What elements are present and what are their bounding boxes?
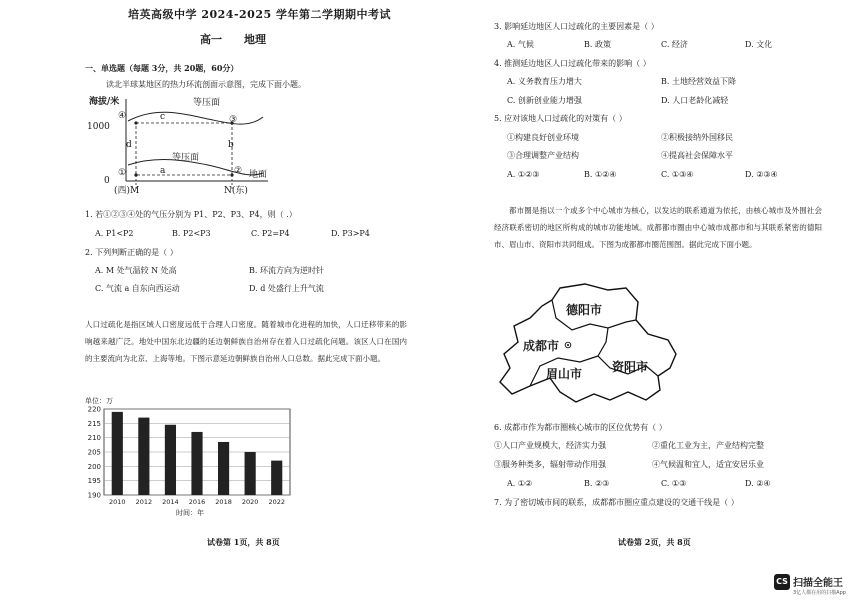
q5-choice-3: ③合理调整产业结构	[507, 151, 579, 160]
passage-depopulation: 人口过疏化是指区域人口密度远低于合理人口密度。随着城市化进程的加快，人口迁移带来的影响越来越广泛。地处中国东北边疆的延边朝鲜族自治州存在着人口过疏化问题。该区人口在国内的主要流向为北京、上海等地。下图示意延边朝鲜族自治州人口总数。据此完成下面小题。	[85, 320, 407, 363]
q5-option-a[interactable]: A. ①②③	[507, 170, 540, 179]
q6-choice-1: ①人口产业规模大，经济实力强	[494, 441, 606, 450]
bottom-isobar-label: 等压面	[172, 153, 200, 163]
q6-choice-2: ②重化工业为主，产业结构完整	[652, 441, 764, 450]
point-3-label: ③	[229, 115, 238, 125]
bar-2016	[191, 432, 202, 495]
y-tick-label: 220	[87, 405, 101, 414]
q7-stem: 7. 为了密切城市间的联系，成都都市圈应重点建设的交通干线是（ ）	[494, 498, 739, 507]
bar-2018	[218, 442, 229, 495]
x-tick-label: 2016	[188, 498, 206, 506]
map-label-deyang: 德阳市	[566, 303, 603, 317]
camscanner-tagline: 3亿人都在用的扫描App	[793, 590, 846, 596]
x-tick-label: 2018	[215, 498, 232, 506]
q2-option-b[interactable]: B. 环流方向为逆时针	[249, 266, 324, 275]
q5-choice-4: ④提高社会保障水平	[661, 151, 733, 160]
footer-page-2: 试卷第 2页，共 8页	[618, 537, 691, 547]
chart-xlabel: 时间：年	[176, 509, 204, 517]
x-tick-label: 2010	[109, 498, 126, 506]
y-tick-label: 195	[87, 477, 101, 486]
diagram-y0: 0	[104, 176, 110, 186]
q2-option-d[interactable]: D. d 处盛行上升气流	[249, 284, 324, 293]
passage-metro-area: 都市圈是指以一个或多个中心城市为核心，以发达的联系通道为依托，由核心城市及外围社会经济联系密切的地区所构成的城市功能地域。成都都市圈由中心城市成都市和与其联系紧密的德阳市、眉山市、资阳市共同组成。下图为成都都市圈范围图。据此完成下面小题。	[494, 206, 822, 249]
x-tick-label: 2012	[135, 498, 153, 506]
point-4-dot	[134, 121, 137, 124]
diagram-y1000: 1000	[87, 122, 110, 132]
q3-option-a[interactable]: A. 气候	[507, 40, 534, 49]
q4-option-a[interactable]: A. 义务教育压力增大	[507, 77, 582, 86]
point-4-label: ④	[118, 111, 127, 121]
bar-2014	[165, 425, 176, 495]
q6-choice-4: ④气候温和宜人，适宜安居乐业	[652, 460, 764, 469]
footer-page-1: 试卷第 1页，共 8页	[207, 537, 280, 547]
west-m-label: (西)M	[114, 186, 140, 196]
bar-2020	[245, 452, 256, 495]
q5-option-c[interactable]: C. ①③④	[661, 170, 694, 179]
q6-option-c[interactable]: C. ①③	[661, 479, 687, 488]
y-tick-label: 215	[87, 419, 101, 428]
point-1-dot	[134, 173, 137, 176]
map-label-chengdu: 成都市	[523, 339, 560, 353]
east-n-label: N(东)	[224, 186, 248, 196]
q4-stem: 4. 推测延边地区人口过疏化带来的影响（ ）	[494, 59, 651, 68]
point-2-label: ②	[234, 166, 243, 176]
q4-option-c[interactable]: C. 创新创业能力增强	[507, 96, 582, 105]
exam-subject: 高一 地理	[200, 33, 266, 46]
q1-option-d[interactable]: D. P3>P4	[331, 229, 370, 238]
q4-option-b[interactable]: B. 土地经营效益下降	[661, 77, 736, 86]
q6-option-b[interactable]: B. ②③	[584, 479, 610, 488]
q5-option-d[interactable]: D. ②③④	[745, 170, 778, 179]
camscanner-logo-icon: CS	[774, 574, 790, 590]
q1-stem: 1. 若①②③④处的气压分别为 P1、P2、P3、P4，则（ .）	[85, 210, 297, 219]
arrow-a-label: a	[160, 166, 166, 176]
y-tick-label: 200	[87, 462, 101, 471]
map-label-meishan: 眉山市	[546, 367, 583, 381]
diagram-intro: 读北半球某地区的热力环流剖面示意图，完成下面小题。	[106, 80, 306, 89]
ground-label: 地面	[249, 170, 268, 180]
q2-option-c[interactable]: C. 气流 a 自东向西运动	[95, 284, 180, 293]
bar-2010	[112, 412, 123, 495]
q6-choice-3: ③服务种类多，辐射带动作用强	[494, 460, 606, 469]
bar-2012	[138, 418, 149, 495]
q2-stem: 2. 下列判断正确的是（ ）	[85, 248, 178, 257]
x-tick-label: 2014	[162, 498, 179, 506]
upper-isobar-curve	[128, 112, 263, 124]
q6-option-d[interactable]: D. ②④	[745, 479, 771, 488]
q6-stem: 6. 成都市作为都市圈核心城市的区位优势有（ ）	[494, 423, 667, 432]
q3-option-d[interactable]: D. 文化	[745, 40, 773, 49]
diagram-ylabel: 海拔/米	[89, 97, 120, 107]
point-1-label: ①	[118, 168, 127, 178]
section-heading: 一、单选题（每题 3分，共 20题，60分）	[85, 63, 239, 73]
arrow-b-label: b	[228, 140, 234, 150]
q1-option-b[interactable]: B. P2<P3	[172, 229, 211, 238]
camscanner-brand: 扫描全能王	[793, 578, 843, 589]
y-tick-label: 205	[87, 448, 101, 457]
top-isobar-label: 等压面	[193, 98, 221, 108]
arrow-d-label: d	[126, 140, 132, 150]
q5-stem: 5. 应对该地人口过疏化的对策有（ ）	[494, 114, 627, 123]
map-label-ziyang: 资阳市	[612, 360, 649, 374]
q3-option-b[interactable]: B. 政策	[584, 40, 611, 49]
q6-option-a[interactable]: A. ①②	[507, 479, 533, 488]
chart-ylabel: 单位：万	[85, 397, 113, 405]
exam-title: 培英高级中学 2024-2025 学年第二学期期中考试	[128, 8, 391, 21]
q4-option-d[interactable]: D. 人口老龄化减轻	[661, 96, 729, 105]
q3-option-c[interactable]: C. 经济	[661, 40, 688, 49]
y-tick-label: 210	[87, 434, 101, 443]
q1-option-a[interactable]: A. P1<P2	[95, 229, 134, 238]
y-tick-label: 190	[87, 491, 101, 500]
q5-choice-1: ①构建良好创业环境	[507, 133, 579, 142]
q2-option-a[interactable]: A. M 处气温较 N 处高	[95, 266, 177, 275]
q3-stem: 3. 影响延边地区人口过疏化的主要因素是（ ）	[494, 22, 659, 31]
q5-choice-2: ②积极接纳外国移民	[661, 133, 733, 142]
x-tick-label: 2020	[241, 498, 259, 506]
bar-2022	[271, 461, 282, 495]
q1-option-c[interactable]: C. P2=P4	[251, 229, 290, 238]
population-bar-chart	[80, 403, 300, 521]
chengdu-capital-dot	[567, 344, 569, 346]
x-tick-label: 2022	[268, 498, 285, 506]
q5-option-b[interactable]: B. ①②④	[584, 170, 617, 179]
arrow-c-label: c	[160, 112, 166, 122]
